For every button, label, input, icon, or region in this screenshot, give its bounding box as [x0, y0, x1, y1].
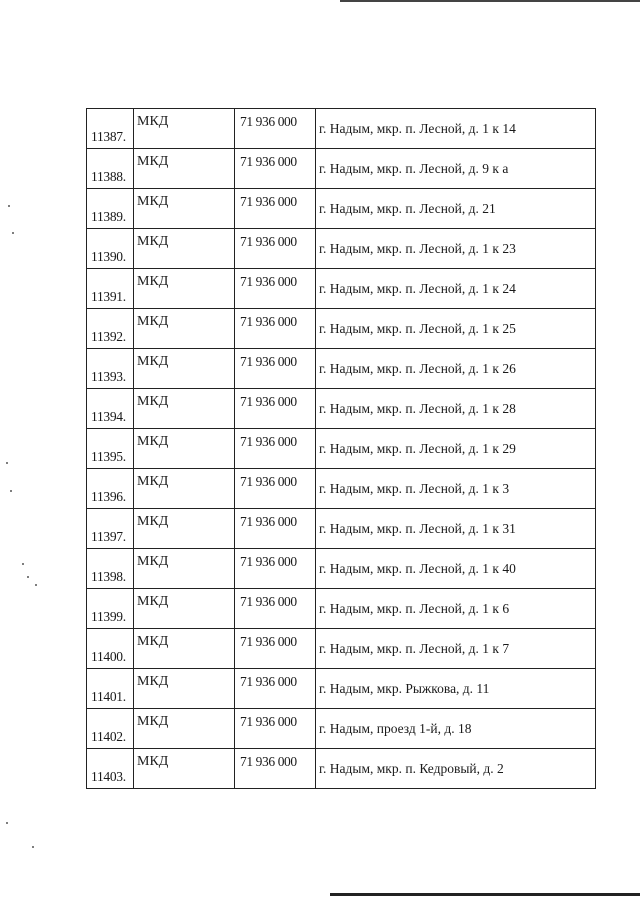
row-number: 11389. — [87, 189, 134, 229]
oktmo-code: 71 936 000 — [235, 229, 316, 269]
scan-speck — [32, 846, 34, 848]
oktmo-code: 71 936 000 — [235, 189, 316, 229]
row-number: 11401. — [87, 669, 134, 709]
object-type: МКД — [134, 469, 235, 509]
object-type: МКД — [134, 309, 235, 349]
table-row — [87, 229, 596, 269]
table-row — [87, 629, 596, 669]
oktmo-code: 71 936 000 — [235, 109, 316, 149]
oktmo-code: 71 936 000 — [235, 629, 316, 669]
scan-speck — [12, 232, 14, 234]
address: г. Надым, мкр. п. Лесной, д. 1 к 31 — [316, 509, 596, 549]
scan-speck — [6, 822, 8, 824]
object-type: МКД — [134, 669, 235, 709]
table-row — [87, 549, 596, 589]
row-number: 11395. — [87, 429, 134, 469]
row-number: 11403. — [87, 749, 134, 789]
address: г. Надым, мкр. п. Лесной, д. 1 к 28 — [316, 389, 596, 429]
object-type: МКД — [134, 349, 235, 389]
row-number: 11387. — [87, 109, 134, 149]
row-number: 11399. — [87, 589, 134, 629]
address: г. Надым, мкр. п. Лесной, д. 1 к 40 — [316, 549, 596, 589]
table-row — [87, 269, 596, 309]
oktmo-code: 71 936 000 — [235, 709, 316, 749]
address: г. Надым, мкр. п. Лесной, д. 9 к а — [316, 149, 596, 189]
oktmo-code: 71 936 000 — [235, 389, 316, 429]
table-row — [87, 149, 596, 189]
address: г. Надым, проезд 1-й, д. 18 — [316, 709, 596, 749]
address: г. Надым, мкр. п. Лесной, д. 1 к 23 — [316, 229, 596, 269]
table-row — [87, 349, 596, 389]
address: г. Надым, мкр. п. Лесной, д. 1 к 14 — [316, 109, 596, 149]
table-row — [87, 749, 596, 789]
oktmo-code: 71 936 000 — [235, 589, 316, 629]
object-type: МКД — [134, 509, 235, 549]
table-row — [87, 509, 596, 549]
object-type: МКД — [134, 429, 235, 469]
object-type: МКД — [134, 229, 235, 269]
row-number: 11390. — [87, 229, 134, 269]
oktmo-code: 71 936 000 — [235, 349, 316, 389]
address: г. Надым, мкр. п. Лесной, д. 1 к 29 — [316, 429, 596, 469]
address: г. Надым, мкр. п. Лесной, д. 1 к 3 — [316, 469, 596, 509]
address: г. Надым, мкр. п. Лесной, д. 21 — [316, 189, 596, 229]
address-registry-table — [86, 108, 596, 789]
row-number: 11396. — [87, 469, 134, 509]
address: г. Надым, мкр. Рыжкова, д. 11 — [316, 669, 596, 709]
object-type: МКД — [134, 389, 235, 429]
row-number: 11400. — [87, 629, 134, 669]
oktmo-code: 71 936 000 — [235, 149, 316, 189]
scan-speck — [27, 576, 29, 578]
address: г. Надым, мкр. п. Лесной, д. 1 к 26 — [316, 349, 596, 389]
scan-speck — [6, 462, 8, 464]
row-number: 11392. — [87, 309, 134, 349]
row-number: 11394. — [87, 389, 134, 429]
top-scan-rule — [340, 0, 640, 2]
oktmo-code: 71 936 000 — [235, 509, 316, 549]
object-type: МКД — [134, 269, 235, 309]
table-body — [87, 109, 596, 789]
row-number: 11398. — [87, 549, 134, 589]
object-type: МКД — [134, 109, 235, 149]
scan-speck — [8, 205, 10, 207]
bottom-scan-rule — [330, 893, 640, 896]
row-number: 11393. — [87, 349, 134, 389]
address: г. Надым, мкр. п. Лесной, д. 1 к 6 — [316, 589, 596, 629]
address: г. Надым, мкр. п. Кедровый, д. 2 — [316, 749, 596, 789]
table-row — [87, 189, 596, 229]
table-row — [87, 389, 596, 429]
object-type: МКД — [134, 629, 235, 669]
address: г. Надым, мкр. п. Лесной, д. 1 к 25 — [316, 309, 596, 349]
table-row — [87, 669, 596, 709]
oktmo-code: 71 936 000 — [235, 309, 316, 349]
oktmo-code: 71 936 000 — [235, 549, 316, 589]
table-row — [87, 469, 596, 509]
address: г. Надым, мкр. п. Лесной, д. 1 к 24 — [316, 269, 596, 309]
table-row — [87, 589, 596, 629]
oktmo-code: 71 936 000 — [235, 269, 316, 309]
row-number: 11388. — [87, 149, 134, 189]
oktmo-code: 71 936 000 — [235, 749, 316, 789]
object-type: МКД — [134, 549, 235, 589]
scan-speck — [22, 563, 24, 565]
object-type: МКД — [134, 589, 235, 629]
row-number: 11402. — [87, 709, 134, 749]
scan-speck — [10, 490, 12, 492]
table-row — [87, 429, 596, 469]
object-type: МКД — [134, 149, 235, 189]
table-row — [87, 709, 596, 749]
scan-speck — [35, 584, 37, 586]
row-number: 11397. — [87, 509, 134, 549]
table-row — [87, 109, 596, 149]
oktmo-code: 71 936 000 — [235, 669, 316, 709]
object-type: МКД — [134, 749, 235, 789]
oktmo-code: 71 936 000 — [235, 429, 316, 469]
object-type: МКД — [134, 709, 235, 749]
table-row — [87, 309, 596, 349]
object-type: МКД — [134, 189, 235, 229]
row-number: 11391. — [87, 269, 134, 309]
oktmo-code: 71 936 000 — [235, 469, 316, 509]
address: г. Надым, мкр. п. Лесной, д. 1 к 7 — [316, 629, 596, 669]
